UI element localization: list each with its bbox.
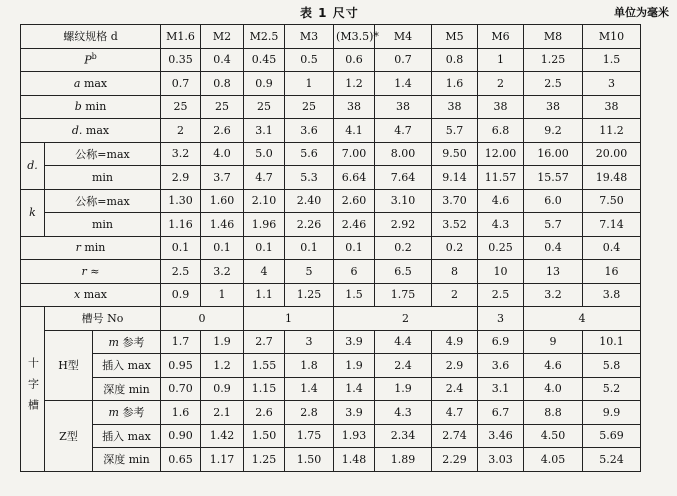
value-cell: 4.7 bbox=[375, 119, 432, 143]
value-cell: M2 bbox=[201, 25, 244, 49]
value-cell: 0.2 bbox=[375, 236, 432, 260]
value-cell: 16.00 bbox=[524, 142, 583, 166]
ref-label: 参考 bbox=[122, 406, 145, 420]
value-cell: 3.6 bbox=[478, 354, 524, 378]
k-row-max bbox=[21, 189, 671, 213]
value-cell: 2.9 bbox=[432, 354, 478, 378]
value-cell: 1.42 bbox=[201, 424, 244, 448]
value-cell: 0.45 bbox=[244, 48, 285, 72]
value-cell: 0.7 bbox=[161, 72, 201, 96]
param-qualifier: min bbox=[84, 241, 106, 255]
slot-no: 1 bbox=[244, 307, 334, 331]
value-cell: 4.7 bbox=[432, 401, 478, 425]
value-cell: 4.50 bbox=[524, 424, 583, 448]
value-cell: 19.48 bbox=[583, 166, 641, 190]
value-cell: 6.64 bbox=[334, 166, 375, 190]
dk-min-label: min bbox=[45, 166, 161, 190]
value-cell: 4.0 bbox=[201, 142, 244, 166]
table-body bbox=[21, 25, 671, 472]
value-cell: 6.7 bbox=[478, 401, 524, 425]
value-cell: 3.8 bbox=[583, 283, 641, 307]
value-cell: 1.50 bbox=[285, 448, 334, 472]
value-cell: 4.05 bbox=[524, 448, 583, 472]
value-cell: 1.48 bbox=[334, 448, 375, 472]
param-row bbox=[21, 95, 671, 119]
min-label: min bbox=[128, 382, 150, 396]
value-cell: 5.69 bbox=[583, 424, 641, 448]
param-row bbox=[21, 283, 671, 307]
value-cell: 11.2 bbox=[583, 119, 641, 143]
header-row bbox=[21, 25, 671, 49]
value-cell: 13 bbox=[524, 260, 583, 284]
dk-max-label: 公称=max bbox=[45, 142, 161, 166]
value-cell: 0.4 bbox=[583, 236, 641, 260]
value-cell: 0.65 bbox=[161, 448, 201, 472]
m-ref-label bbox=[93, 401, 161, 425]
value-cell: 2 bbox=[432, 283, 478, 307]
value-cell: 5.0 bbox=[244, 142, 285, 166]
value-cell: 1.9 bbox=[334, 354, 375, 378]
param-qualifier: max bbox=[83, 76, 108, 90]
value-cell: 2.26 bbox=[285, 213, 334, 237]
value-cell: 4.3 bbox=[375, 401, 432, 425]
param-symbol: d. bbox=[71, 123, 83, 137]
value-cell: 2.60 bbox=[334, 189, 375, 213]
param-symbol: r bbox=[81, 264, 87, 278]
value-cell: 1.4 bbox=[375, 72, 432, 96]
value-cell: 1.5 bbox=[334, 283, 375, 307]
param-symbol: a bbox=[73, 76, 81, 90]
h-type-label: H型 bbox=[45, 330, 93, 401]
param-row bbox=[21, 260, 671, 284]
value-cell: 2.6 bbox=[201, 119, 244, 143]
value-cell: 1.1 bbox=[244, 283, 285, 307]
value-cell: 3.46 bbox=[478, 424, 524, 448]
value-cell: 6.8 bbox=[478, 119, 524, 143]
value-cell: 2.7 bbox=[244, 330, 285, 354]
value-cell: 1 bbox=[285, 72, 334, 96]
param-symbol: r bbox=[75, 241, 81, 255]
slot-no-row bbox=[21, 307, 671, 331]
value-cell: 1.15 bbox=[244, 377, 285, 401]
value-cell: 7.14 bbox=[583, 213, 641, 237]
value-cell: 1.16 bbox=[161, 213, 201, 237]
value-cell: 4.1 bbox=[334, 119, 375, 143]
value-cell: 2.92 bbox=[375, 213, 432, 237]
value-cell: 3.7 bbox=[201, 166, 244, 190]
value-cell: 1.25 bbox=[244, 448, 285, 472]
value-cell: 0.7 bbox=[375, 48, 432, 72]
value-cell: 1.4 bbox=[334, 377, 375, 401]
h-min-row bbox=[21, 377, 671, 401]
value-cell: M2.5 bbox=[244, 25, 285, 49]
param-qualifier: ≈ bbox=[90, 264, 100, 278]
value-cell: 6.5 bbox=[375, 260, 432, 284]
value-cell: M1.6 bbox=[161, 25, 201, 49]
slot-no: 3 bbox=[478, 307, 524, 331]
value-cell: 3.10 bbox=[375, 189, 432, 213]
value-cell: 2.9 bbox=[161, 166, 201, 190]
value-cell: 10.1 bbox=[583, 330, 641, 354]
value-cell: 9.2 bbox=[524, 119, 583, 143]
m-symbol: m bbox=[108, 406, 119, 420]
value-cell: M4 bbox=[375, 25, 432, 49]
value-cell: 8 bbox=[432, 260, 478, 284]
value-cell: 5.8 bbox=[583, 354, 641, 378]
param-row bbox=[21, 72, 671, 96]
param-row bbox=[21, 236, 671, 260]
value-cell: 2.4 bbox=[375, 354, 432, 378]
value-cell: 0.90 bbox=[161, 424, 201, 448]
max-label: max bbox=[127, 359, 151, 373]
value-cell: 1.50 bbox=[244, 424, 285, 448]
value-cell: 1.46 bbox=[201, 213, 244, 237]
value-cell: 25 bbox=[244, 95, 285, 119]
cross-recess-label: 十字槽 bbox=[21, 307, 45, 472]
value-cell: 1.93 bbox=[334, 424, 375, 448]
value-cell: 2.10 bbox=[244, 189, 285, 213]
value-cell: 25 bbox=[161, 95, 201, 119]
param-label bbox=[21, 260, 161, 284]
value-cell: 2.5 bbox=[478, 283, 524, 307]
value-cell: 1.75 bbox=[375, 283, 432, 307]
dk-row-min bbox=[21, 166, 671, 190]
value-cell: 0.5 bbox=[285, 48, 334, 72]
value-cell: 0.1 bbox=[161, 236, 201, 260]
slot-no: 4 bbox=[524, 307, 641, 331]
value-cell: 6.9 bbox=[478, 330, 524, 354]
h-m-row bbox=[21, 330, 671, 354]
value-cell: 8.00 bbox=[375, 142, 432, 166]
value-cell: 9 bbox=[524, 330, 583, 354]
value-cell: 1.17 bbox=[201, 448, 244, 472]
value-cell: 2.74 bbox=[432, 424, 478, 448]
value-cell: 38 bbox=[334, 95, 375, 119]
value-cell: 0.9 bbox=[244, 72, 285, 96]
value-cell: 15.57 bbox=[524, 166, 583, 190]
value-cell: 7.00 bbox=[334, 142, 375, 166]
dimensions-table bbox=[20, 24, 671, 472]
value-cell: 1.8 bbox=[285, 354, 334, 378]
z-m-row bbox=[21, 401, 671, 425]
value-cell: 9.9 bbox=[583, 401, 641, 425]
insert-depth-label bbox=[93, 424, 161, 448]
value-cell: 1.55 bbox=[244, 354, 285, 378]
value-cell: 9.14 bbox=[432, 166, 478, 190]
m-ref-label bbox=[93, 330, 161, 354]
value-cell: 0.25 bbox=[478, 236, 524, 260]
param-label bbox=[21, 95, 161, 119]
value-cell: 4.3 bbox=[478, 213, 524, 237]
insert-label: 插入 bbox=[102, 429, 125, 443]
unit-label: 单位为毫米 bbox=[614, 6, 669, 19]
param-label bbox=[21, 48, 161, 72]
slot-no-label: 槽号 No bbox=[45, 307, 161, 331]
value-cell: 38 bbox=[583, 95, 641, 119]
param-sup: b bbox=[91, 52, 97, 62]
value-cell: 1 bbox=[478, 48, 524, 72]
value-cell: 1.4 bbox=[285, 377, 334, 401]
value-cell: 20.00 bbox=[583, 142, 641, 166]
value-cell: 0.95 bbox=[161, 354, 201, 378]
param-label bbox=[21, 72, 161, 96]
value-cell: 2.1 bbox=[201, 401, 244, 425]
value-cell: 0.8 bbox=[201, 72, 244, 96]
value-cell: 2 bbox=[161, 119, 201, 143]
value-cell: 5.3 bbox=[285, 166, 334, 190]
param-label bbox=[21, 283, 161, 307]
value-cell: 0.35 bbox=[161, 48, 201, 72]
z-max-row bbox=[21, 424, 671, 448]
param-symbol: b bbox=[74, 100, 82, 114]
value-cell: 1.30 bbox=[161, 189, 201, 213]
value-cell: 16 bbox=[583, 260, 641, 284]
value-cell: 38 bbox=[478, 95, 524, 119]
value-cell: 3.2 bbox=[201, 260, 244, 284]
depth-label: 深度 bbox=[103, 382, 126, 396]
value-cell: M6 bbox=[478, 25, 524, 49]
value-cell: 3.9 bbox=[334, 330, 375, 354]
h-max-row bbox=[21, 354, 671, 378]
value-cell: 1.9 bbox=[375, 377, 432, 401]
value-cell: 5.6 bbox=[285, 142, 334, 166]
value-cell: 5.2 bbox=[583, 377, 641, 401]
value-cell: (M3.5)* bbox=[334, 25, 375, 49]
k-max-label: 公称=max bbox=[45, 189, 161, 213]
value-cell: 1.89 bbox=[375, 448, 432, 472]
param-qualifier: max bbox=[83, 288, 107, 302]
value-cell: 25 bbox=[201, 95, 244, 119]
value-cell: 1.6 bbox=[432, 72, 478, 96]
value-cell: 6 bbox=[334, 260, 375, 284]
value-cell: 10 bbox=[478, 260, 524, 284]
value-cell: 2.40 bbox=[285, 189, 334, 213]
value-cell: 3.1 bbox=[478, 377, 524, 401]
value-cell: 6.0 bbox=[524, 189, 583, 213]
value-cell: 0.8 bbox=[432, 48, 478, 72]
m-symbol: m bbox=[108, 335, 119, 349]
value-cell: 1.5 bbox=[583, 48, 641, 72]
value-cell: 0.4 bbox=[524, 236, 583, 260]
value-cell: 3.52 bbox=[432, 213, 478, 237]
value-cell: 5.7 bbox=[432, 119, 478, 143]
value-cell: 2.34 bbox=[375, 424, 432, 448]
value-cell: 7.64 bbox=[375, 166, 432, 190]
value-cell: 25 bbox=[285, 95, 334, 119]
value-cell: 0.4 bbox=[201, 48, 244, 72]
value-cell: 3.70 bbox=[432, 189, 478, 213]
value-cell: 2.46 bbox=[334, 213, 375, 237]
max-label: max bbox=[127, 429, 151, 443]
value-cell: 4 bbox=[244, 260, 285, 284]
value-cell: 0.1 bbox=[285, 236, 334, 260]
k-label: k bbox=[21, 189, 45, 236]
value-cell: 3.1 bbox=[244, 119, 285, 143]
value-cell: 4.6 bbox=[524, 354, 583, 378]
table-title: 表 1 尺寸 bbox=[300, 6, 359, 20]
value-cell: 2.5 bbox=[524, 72, 583, 96]
value-cell: 1.60 bbox=[201, 189, 244, 213]
slot-no: 2 bbox=[334, 307, 478, 331]
value-cell: 1.25 bbox=[285, 283, 334, 307]
value-cell: 1 bbox=[201, 283, 244, 307]
z-min-row bbox=[21, 448, 671, 472]
value-cell: 3 bbox=[285, 330, 334, 354]
k-row-min bbox=[21, 213, 671, 237]
ref-label: 参考 bbox=[122, 335, 145, 349]
value-cell: 1.2 bbox=[334, 72, 375, 96]
value-cell: 7.50 bbox=[583, 189, 641, 213]
value-cell: 5.24 bbox=[583, 448, 641, 472]
z-type-label: Z型 bbox=[45, 401, 93, 472]
value-cell: 0.6 bbox=[334, 48, 375, 72]
value-cell: 2.29 bbox=[432, 448, 478, 472]
value-cell: M8 bbox=[524, 25, 583, 49]
value-cell: 3.2 bbox=[524, 283, 583, 307]
value-cell: 1.9 bbox=[201, 330, 244, 354]
k-min-label: min bbox=[45, 213, 161, 237]
depth-label: 深度 bbox=[103, 453, 126, 467]
value-cell: 4.0 bbox=[524, 377, 583, 401]
value-cell: 12.00 bbox=[478, 142, 524, 166]
value-cell: 1.7 bbox=[161, 330, 201, 354]
value-cell: 0.70 bbox=[161, 377, 201, 401]
value-cell: 3.03 bbox=[478, 448, 524, 472]
value-cell: 0.9 bbox=[201, 377, 244, 401]
param-row bbox=[21, 48, 671, 72]
value-cell: 1.75 bbox=[285, 424, 334, 448]
param-qualifier: min bbox=[85, 100, 107, 114]
value-cell: 38 bbox=[432, 95, 478, 119]
value-cell: 2.6 bbox=[244, 401, 285, 425]
param-symbol: x bbox=[74, 288, 81, 302]
value-cell: 2 bbox=[478, 72, 524, 96]
insert-label: 插入 bbox=[102, 359, 125, 373]
insert-depth-label bbox=[93, 377, 161, 401]
value-cell: 4.4 bbox=[375, 330, 432, 354]
value-cell: 0.9 bbox=[161, 283, 201, 307]
min-label: min bbox=[128, 453, 150, 467]
value-cell: 4.7 bbox=[244, 166, 285, 190]
dk-label: d. bbox=[21, 142, 45, 189]
value-cell: M3 bbox=[285, 25, 334, 49]
insert-depth-label bbox=[93, 448, 161, 472]
param-label bbox=[21, 119, 161, 143]
dk-row-max bbox=[21, 142, 671, 166]
title-bar bbox=[0, 0, 677, 22]
value-cell: 5.7 bbox=[524, 213, 583, 237]
value-cell: 3.6 bbox=[285, 119, 334, 143]
value-cell: 1.6 bbox=[161, 401, 201, 425]
value-cell: 0.1 bbox=[244, 236, 285, 260]
value-cell: 2.5 bbox=[161, 260, 201, 284]
param-row bbox=[21, 119, 671, 143]
value-cell: 8.8 bbox=[524, 401, 583, 425]
value-cell: 0.2 bbox=[432, 236, 478, 260]
value-cell: 3 bbox=[583, 72, 641, 96]
param-label bbox=[21, 236, 161, 260]
param-qualifier: max bbox=[85, 123, 110, 137]
value-cell: 11.57 bbox=[478, 166, 524, 190]
insert-depth-label bbox=[93, 354, 161, 378]
value-cell: 2.8 bbox=[285, 401, 334, 425]
value-cell: 38 bbox=[375, 95, 432, 119]
value-cell: M5 bbox=[432, 25, 478, 49]
value-cell: 9.50 bbox=[432, 142, 478, 166]
value-cell: 3.9 bbox=[334, 401, 375, 425]
value-cell: 0.1 bbox=[334, 236, 375, 260]
value-cell: 5 bbox=[285, 260, 334, 284]
value-cell: 0.1 bbox=[201, 236, 244, 260]
value-cell: 38 bbox=[524, 95, 583, 119]
value-cell: 1.96 bbox=[244, 213, 285, 237]
slot-no: 0 bbox=[161, 307, 244, 331]
value-cell: 3.2 bbox=[161, 142, 201, 166]
value-cell: 1.25 bbox=[524, 48, 583, 72]
value-cell: M10 bbox=[583, 25, 641, 49]
spec-header: 螺纹规格 d bbox=[21, 25, 161, 49]
value-cell: 2.4 bbox=[432, 377, 478, 401]
param-symbol: P bbox=[84, 54, 92, 68]
value-cell: 1.2 bbox=[201, 354, 244, 378]
value-cell: 4.6 bbox=[478, 189, 524, 213]
value-cell: 4.9 bbox=[432, 330, 478, 354]
